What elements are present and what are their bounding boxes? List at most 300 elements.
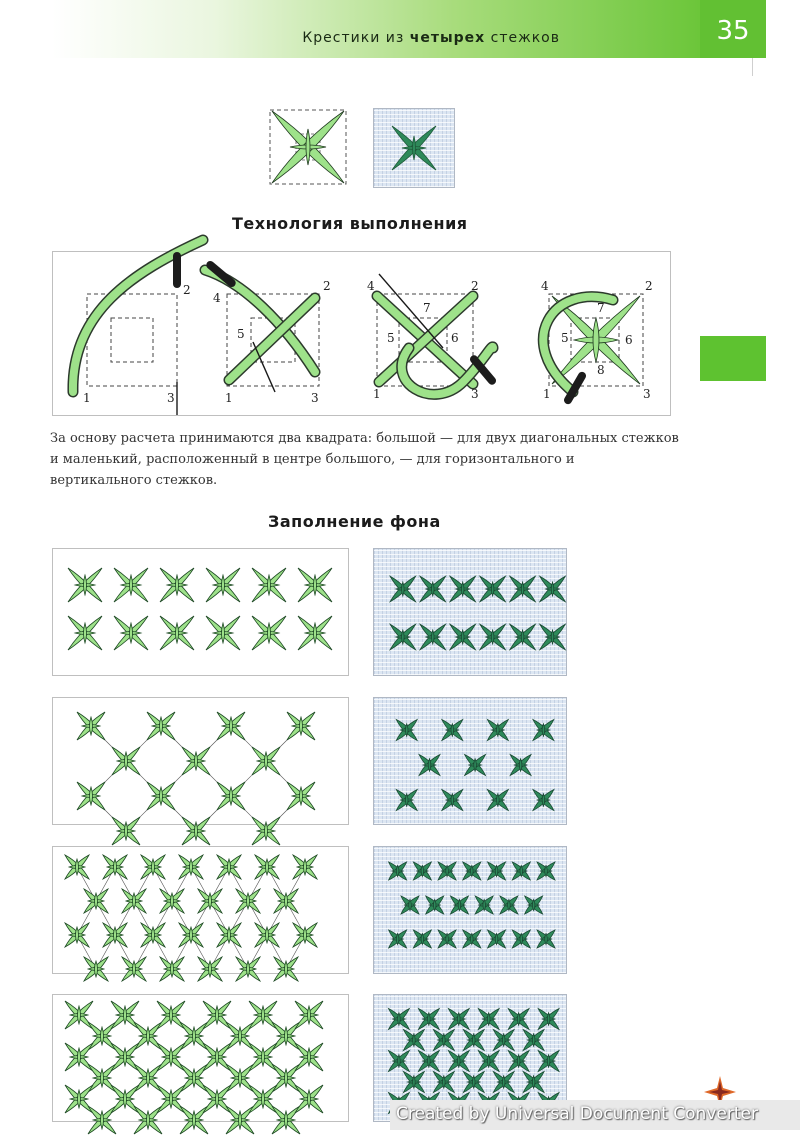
vertical-stitch xyxy=(239,1027,242,1045)
pattern-2-stitch xyxy=(182,747,210,775)
step-3-label: 3 xyxy=(471,387,479,401)
vertical-stitch xyxy=(396,933,399,944)
pattern-4-stitch xyxy=(65,1043,93,1071)
pattern-4-stitch xyxy=(180,1064,208,1092)
pattern-3-fabric-stitch xyxy=(537,930,555,948)
vertical-stitch xyxy=(306,129,310,165)
vertical-stitch xyxy=(593,318,599,362)
technique-section-title: Технология выполнения xyxy=(232,214,468,233)
pattern-3-fabric-stitch xyxy=(401,896,419,914)
header-band xyxy=(52,0,700,58)
pattern-2-fabric-stitch xyxy=(510,755,531,776)
pattern-4-stitch xyxy=(180,1022,208,1050)
step-1-needle-grip xyxy=(173,252,181,288)
vertical-stitch xyxy=(497,724,500,737)
vertical-stitch xyxy=(458,1013,461,1026)
vertical-stitch xyxy=(451,794,454,807)
vertical-stitch xyxy=(473,1034,476,1047)
step-1-label: 2 xyxy=(183,283,191,297)
pattern-4-fabric-stitch xyxy=(523,1030,544,1051)
step-3-label: 2 xyxy=(471,279,479,293)
pattern-1-fabric-stitch xyxy=(450,576,476,602)
pattern-3-fabric-stitch xyxy=(500,896,518,914)
vertical-stitch xyxy=(551,630,554,644)
vertical-stitch xyxy=(545,865,548,876)
pattern-3-fabric-stitch xyxy=(463,862,481,880)
step-3-label: 1 xyxy=(373,387,381,401)
vertical-stitch xyxy=(314,623,317,643)
vertical-stitch xyxy=(491,582,494,596)
vertical-stitch xyxy=(517,1055,520,1068)
vertical-stitch xyxy=(300,717,303,735)
vertical-stitch xyxy=(124,1048,127,1066)
pattern-3-fabric-stitch xyxy=(438,930,456,948)
vertical-stitch xyxy=(101,1069,104,1087)
step-4-label: 1 xyxy=(543,387,551,401)
vertical-stitch xyxy=(409,899,412,910)
vertical-stitch xyxy=(266,859,269,875)
pattern-2-stitch xyxy=(147,712,175,740)
pattern-4-fabric-stitch xyxy=(448,1051,469,1072)
vertical-stitch xyxy=(84,623,87,643)
vertical-stitch xyxy=(308,1006,311,1024)
pattern-1-stitch xyxy=(160,568,194,602)
header-title-suffix: стежков xyxy=(485,30,560,46)
vertical-stitch xyxy=(402,630,405,644)
pattern-1-stitch xyxy=(114,616,148,650)
vertical-stitch xyxy=(421,933,424,944)
pattern-3-stitch xyxy=(293,855,317,879)
pattern-3-diagram xyxy=(52,846,349,974)
pattern-4-fabric-stitch xyxy=(418,1051,439,1072)
vertical-stitch xyxy=(413,1034,416,1047)
vertical-stitch xyxy=(266,927,269,943)
step-2-label: 2 xyxy=(323,279,331,293)
pattern-4-fabric-stitch xyxy=(418,1009,439,1030)
pattern-1-fabric-stitch xyxy=(480,624,506,650)
page-edge-rule xyxy=(752,58,753,76)
vertical-stitch xyxy=(152,927,155,943)
vertical-stitch xyxy=(84,575,87,595)
pattern-2-stitch xyxy=(252,817,280,845)
pattern-4-stitch xyxy=(295,1085,323,1113)
vertical-stitch xyxy=(216,1090,219,1108)
page-header-title xyxy=(302,30,560,46)
vertical-stitch xyxy=(483,899,486,910)
pattern-4-stitch xyxy=(65,1085,93,1113)
vertical-stitch xyxy=(78,1048,81,1066)
vertical-stitch xyxy=(160,787,163,805)
step-2-label: 4 xyxy=(213,291,221,305)
vertical-stitch xyxy=(265,822,268,840)
vertical-stitch xyxy=(471,865,474,876)
vertical-stitch xyxy=(285,1111,288,1129)
vertical-stitch xyxy=(95,961,98,977)
pattern-1-stitch xyxy=(298,568,332,602)
vertical-stitch xyxy=(300,787,303,805)
pattern-2-stitch xyxy=(182,817,210,845)
pattern-1-stitch xyxy=(252,568,286,602)
vertical-stitch xyxy=(190,927,193,943)
vertical-stitch xyxy=(285,961,288,977)
pattern-3-fabric-svg xyxy=(374,847,566,973)
pattern-1-stitch xyxy=(252,616,286,650)
pattern-4-fabric-stitch xyxy=(538,1051,559,1072)
vertical-stitch xyxy=(230,787,233,805)
pattern-4-fabric-stitch xyxy=(538,1009,559,1030)
pattern-4-stitch xyxy=(272,1064,300,1092)
vertical-stitch xyxy=(193,1111,196,1129)
pattern-1-fabric-stitch xyxy=(390,624,416,650)
pattern-4-fabric-stitch xyxy=(448,1009,469,1030)
vertical-stitch xyxy=(133,961,136,977)
pattern-4-stitch xyxy=(249,1085,277,1113)
pattern-4-stitch xyxy=(226,1022,254,1050)
pattern-1-diagram-svg xyxy=(53,549,348,675)
vertical-stitch xyxy=(147,1027,150,1045)
vertical-stitch xyxy=(396,865,399,876)
vertical-stitch xyxy=(532,1034,535,1047)
pattern-4-stitch xyxy=(249,1001,277,1029)
pattern-2-stitch xyxy=(287,782,315,810)
vertical-stitch xyxy=(170,1090,173,1108)
pattern-1-fabric-stitch xyxy=(420,624,446,650)
pattern-3-stitch xyxy=(103,923,127,947)
pattern-2-stitch xyxy=(112,747,140,775)
vertical-stitch xyxy=(216,1048,219,1066)
vertical-stitch xyxy=(114,859,117,875)
vertical-stitch xyxy=(209,893,212,909)
vertical-stitch xyxy=(398,1055,401,1068)
pattern-4-fabric-stitch xyxy=(463,1072,484,1093)
top-stitch-diagram xyxy=(268,108,348,186)
pattern-4-fabric-stitch xyxy=(403,1072,424,1093)
vertical-stitch xyxy=(216,1006,219,1024)
pattern-2-stitch xyxy=(287,712,315,740)
pattern-3-stitch xyxy=(274,889,298,913)
pattern-1-diagram xyxy=(52,548,349,676)
pattern-3-stitch xyxy=(160,889,184,913)
pattern-1-fabric-stitch xyxy=(480,576,506,602)
technique-caption: За основу расчета принимаются два квадрата: большой — для двух диагональных стежков и маленький, расположенный в центре большого, — для горизонтального и вертикального стежков. xyxy=(50,431,679,488)
chapter-side-tab xyxy=(700,336,766,381)
pattern-3-fabric-stitch xyxy=(525,896,543,914)
vertical-stitch xyxy=(519,759,522,772)
vertical-stitch xyxy=(190,859,193,875)
pattern-4-stitch xyxy=(203,1085,231,1113)
vertical-stitch xyxy=(195,822,198,840)
vertical-stitch xyxy=(308,1090,311,1108)
vertical-stitch xyxy=(170,1006,173,1024)
pattern-1-fabric-stitch xyxy=(540,624,566,650)
pattern-4-stitch xyxy=(134,1064,162,1092)
vertical-stitch xyxy=(521,630,524,644)
pattern-4-fabric-stitch xyxy=(433,1072,454,1093)
vertical-stitch xyxy=(547,1055,550,1068)
pattern-2-stitch xyxy=(77,782,105,810)
vertical-stitch xyxy=(508,899,511,910)
pattern-3-fabric-stitch xyxy=(463,930,481,948)
vertical-stitch xyxy=(171,893,174,909)
pattern-4-stitch xyxy=(295,1001,323,1029)
vertical-stitch xyxy=(147,1111,150,1129)
pattern-4-fabric-stitch xyxy=(508,1051,529,1072)
pattern-4-fabric-stitch xyxy=(493,1072,514,1093)
pattern-3-stitch xyxy=(84,889,108,913)
step-4-label: 2 xyxy=(645,279,653,293)
page-number: 35 xyxy=(716,16,750,46)
vertical-stitch xyxy=(124,1006,127,1024)
pattern-4-stitch xyxy=(203,1001,231,1029)
pattern-1-stitch xyxy=(206,616,240,650)
pattern-3-stitch xyxy=(255,923,279,947)
pattern-3-fabric-stitch xyxy=(512,862,530,880)
vertical-stitch xyxy=(413,136,416,160)
pattern-1-fabric-stitch xyxy=(510,576,536,602)
pattern-2-fabric-stitch xyxy=(487,720,508,741)
vertical-stitch xyxy=(152,859,155,875)
pattern-1-stitch xyxy=(114,568,148,602)
pattern-3-stitch xyxy=(122,889,146,913)
pattern-4-stitch xyxy=(157,1043,185,1071)
vertical-stitch xyxy=(461,630,464,644)
vertical-stitch xyxy=(76,927,79,943)
header-title-bold: четырех xyxy=(409,30,486,46)
pattern-3-stitch xyxy=(65,923,89,947)
vertical-stitch xyxy=(160,717,163,735)
step-3-label: 5 xyxy=(387,331,395,345)
pattern-2-fabric-stitch xyxy=(533,720,554,741)
vertical-stitch xyxy=(247,893,250,909)
pattern-4-fabric-stitch xyxy=(403,1030,424,1051)
vertical-stitch xyxy=(147,1069,150,1087)
pattern-4-stitch xyxy=(203,1043,231,1071)
vertical-stitch xyxy=(78,1006,81,1024)
vertical-stitch xyxy=(497,794,500,807)
pattern-4-stitch xyxy=(88,1106,116,1134)
step-3-label: 6 xyxy=(451,331,459,345)
vertical-stitch xyxy=(547,1013,550,1026)
vertical-stitch xyxy=(222,623,225,643)
technique-steps-panel xyxy=(52,251,671,416)
pattern-3-stitch xyxy=(236,889,260,913)
vertical-stitch xyxy=(239,1069,242,1087)
pattern-4-stitch xyxy=(111,1001,139,1029)
pattern-3-fabric-photo xyxy=(373,846,567,974)
vertical-stitch xyxy=(193,1027,196,1045)
pattern-2-fabric-stitch xyxy=(419,755,440,776)
pattern-4-fabric-stitch xyxy=(508,1009,529,1030)
vertical-stitch xyxy=(222,575,225,595)
pattern-1-stitch xyxy=(298,616,332,650)
vertical-stitch xyxy=(130,575,133,595)
vertical-stitch xyxy=(285,1069,288,1087)
vertical-stitch xyxy=(532,899,535,910)
pattern-3-stitch xyxy=(179,855,203,879)
vertical-stitch xyxy=(262,1048,265,1066)
header-title-prefix: Крестики из xyxy=(302,30,410,46)
top-stitch-diagram-svg xyxy=(268,108,348,186)
pattern-3-diagram-svg xyxy=(53,847,348,973)
pattern-1-stitch xyxy=(68,616,102,650)
vertical-stitch xyxy=(268,623,271,643)
vertical-stitch xyxy=(443,1076,446,1089)
pattern-3-stitch xyxy=(160,957,184,981)
vertical-stitch xyxy=(451,724,454,737)
background-section-title: Заполнение фона xyxy=(268,512,441,531)
vertical-stitch xyxy=(114,927,117,943)
pattern-2-stitch xyxy=(217,712,245,740)
pattern-2-fabric-stitch xyxy=(533,790,554,811)
step-2-label: 3 xyxy=(311,391,319,405)
pattern-3-stitch xyxy=(274,957,298,981)
pattern-4-stitch xyxy=(111,1085,139,1113)
vertical-stitch xyxy=(413,1076,416,1089)
vertical-stitch xyxy=(458,1055,461,1068)
vertical-stitch xyxy=(487,1013,490,1026)
pattern-3-stitch xyxy=(65,855,89,879)
step-1-thread xyxy=(73,240,203,392)
vertical-stitch xyxy=(517,1013,520,1026)
vertical-stitch xyxy=(193,1069,196,1087)
step-2-label: 1 xyxy=(225,391,233,405)
pattern-3-stitch xyxy=(198,889,222,913)
vertical-stitch xyxy=(228,927,231,943)
top-stitch-star xyxy=(272,111,344,183)
pattern-3-stitch xyxy=(236,957,260,981)
pattern-4-fabric-stitch xyxy=(388,1051,409,1072)
vertical-stitch xyxy=(502,1034,505,1047)
pattern-3-stitch xyxy=(84,957,108,981)
vertical-stitch xyxy=(285,1027,288,1045)
pattern-1-fabric-stitch xyxy=(540,576,566,602)
pattern-1-fabric-stitch xyxy=(420,576,446,602)
vertical-stitch xyxy=(495,865,498,876)
vertical-stitch xyxy=(130,623,133,643)
pattern-4-stitch xyxy=(272,1022,300,1050)
pattern-4-stitch xyxy=(226,1106,254,1134)
vertical-stitch xyxy=(433,899,436,910)
pattern-1-stitch xyxy=(160,616,194,650)
step-4-label: 7 xyxy=(597,301,605,315)
footer-watermark: Created by Universal Document Converter xyxy=(396,1104,758,1124)
step-3-label: 7 xyxy=(423,301,431,315)
vertical-stitch xyxy=(228,859,231,875)
vertical-stitch xyxy=(171,961,174,977)
vertical-stitch xyxy=(90,787,93,805)
vertical-stitch xyxy=(551,582,554,596)
pattern-3-stitch xyxy=(293,923,317,947)
pattern-2-fabric-stitch xyxy=(465,755,486,776)
pattern-3-fabric-stitch xyxy=(413,930,431,948)
pattern-3-fabric-stitch xyxy=(475,896,493,914)
vertical-stitch xyxy=(473,1076,476,1089)
dashed-square xyxy=(111,318,153,362)
step-1-label: 1 xyxy=(83,391,91,405)
vertical-stitch xyxy=(308,1048,311,1066)
page-number-box xyxy=(700,0,766,58)
pattern-4-stitch xyxy=(157,1085,185,1113)
pattern-3-stitch xyxy=(103,855,127,879)
pattern-1-stitch xyxy=(206,568,240,602)
pattern-3-fabric-stitch xyxy=(426,896,444,914)
step-1-label: 3 xyxy=(167,391,175,405)
pattern-3-stitch xyxy=(255,855,279,879)
pattern-4-stitch xyxy=(134,1022,162,1050)
vertical-stitch xyxy=(471,933,474,944)
pattern-2-fabric-photo xyxy=(373,697,567,825)
pattern-4-fabric-stitch xyxy=(493,1030,514,1051)
vertical-stitch xyxy=(262,1006,265,1024)
pattern-3-stitch xyxy=(198,957,222,981)
pattern-1-fabric-photo xyxy=(373,548,567,676)
pattern-4-stitch xyxy=(88,1022,116,1050)
pattern-3-fabric-stitch xyxy=(438,862,456,880)
pattern-4-stitch xyxy=(88,1064,116,1092)
vertical-stitch xyxy=(314,575,317,595)
step-4-label: 6 xyxy=(625,333,633,347)
vertical-stitch xyxy=(521,582,524,596)
vertical-stitch xyxy=(239,1111,242,1129)
vertical-stitch xyxy=(304,859,307,875)
vertical-stitch xyxy=(461,582,464,596)
pattern-2-fabric-stitch xyxy=(487,790,508,811)
vertical-stitch xyxy=(545,933,548,944)
pattern-4-stitch xyxy=(134,1106,162,1134)
vertical-stitch xyxy=(405,794,408,807)
vertical-stitch xyxy=(285,893,288,909)
pattern-4-stitch xyxy=(226,1064,254,1092)
pattern-4-diagram-svg xyxy=(53,995,348,1121)
vertical-stitch xyxy=(195,752,198,770)
pattern-2-fabric-stitch xyxy=(442,720,463,741)
step-3-label: 4 xyxy=(367,279,375,293)
vertical-stitch xyxy=(474,759,477,772)
vertical-stitch xyxy=(125,822,128,840)
vertical-stitch xyxy=(90,717,93,735)
vertical-stitch xyxy=(76,859,79,875)
pattern-4-stitch xyxy=(272,1106,300,1134)
pattern-2-stitch xyxy=(77,712,105,740)
pattern-1-fabric-svg xyxy=(374,549,566,675)
pattern-1-fabric-stitch xyxy=(390,576,416,602)
vertical-stitch xyxy=(262,1090,265,1108)
vertical-stitch xyxy=(421,865,424,876)
pattern-2-stitch xyxy=(252,747,280,775)
pattern-2-fabric-stitch xyxy=(396,720,417,741)
vertical-stitch xyxy=(487,1055,490,1068)
vertical-stitch xyxy=(101,1111,104,1129)
vertical-stitch xyxy=(230,717,233,735)
pattern-4-fabric-stitch xyxy=(478,1051,499,1072)
pattern-1-fabric-stitch xyxy=(450,624,476,650)
pattern-3-stitch xyxy=(179,923,203,947)
vertical-stitch xyxy=(176,623,179,643)
vertical-stitch xyxy=(443,1034,446,1047)
technique-steps-svg xyxy=(53,252,670,415)
step-2-label: 5 xyxy=(237,327,245,341)
vertical-stitch xyxy=(491,630,494,644)
vertical-stitch xyxy=(304,927,307,943)
pattern-3-stitch xyxy=(217,855,241,879)
pattern-4-stitch xyxy=(111,1043,139,1071)
vertical-stitch xyxy=(101,1027,104,1045)
vertical-stitch xyxy=(502,1076,505,1089)
top-stitch-fabric-photo xyxy=(373,108,455,188)
pattern-3-stitch xyxy=(141,923,165,947)
vertical-stitch xyxy=(520,865,523,876)
pattern-4-fabric-stitch xyxy=(478,1009,499,1030)
